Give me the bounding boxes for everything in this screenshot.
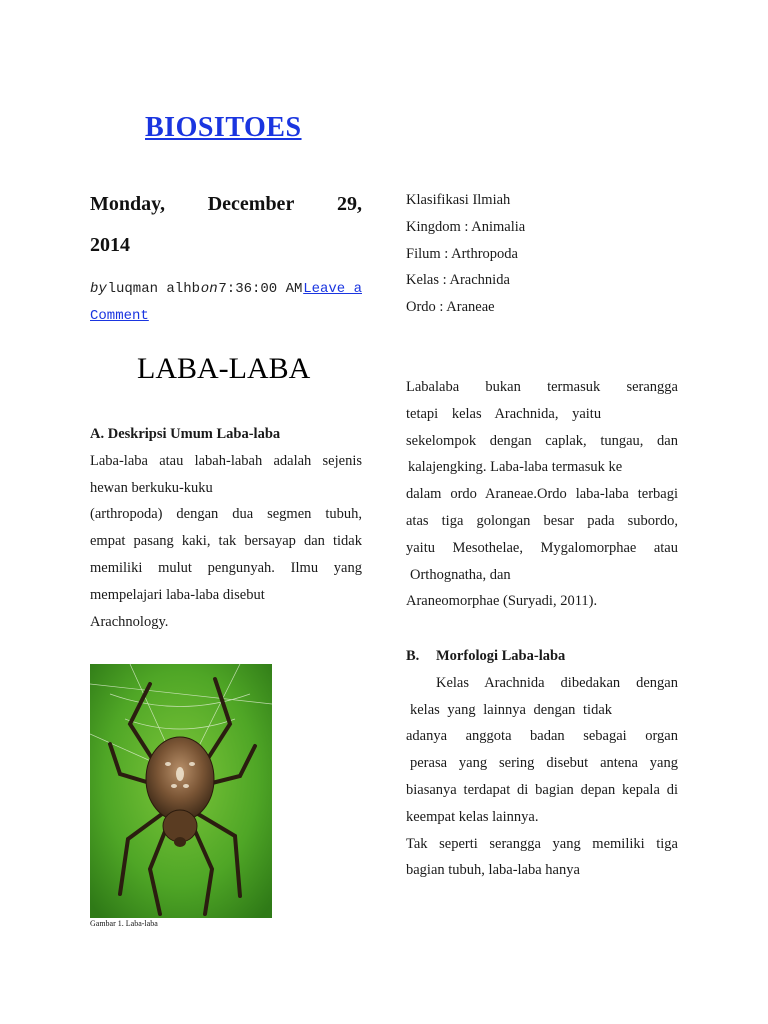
date-weekday: Monday,: [90, 193, 166, 215]
section-a-line: hewan berkuku-kuku: [90, 479, 213, 496]
date-day: 29,: [337, 193, 362, 215]
section-b-heading: [406, 643, 678, 670]
spider-photo: [90, 664, 272, 918]
section-b-title: Morfologi Laba-laba: [436, 648, 566, 664]
author-name[interactable]: luqman alhb: [107, 281, 201, 297]
section-b-line: bagian tubuh, laba-laba hanya: [406, 862, 580, 879]
section-a-line: memiliki mulut pengunyah. Ilmu yang: [90, 559, 362, 576]
post-meta-row: [90, 276, 362, 303]
description-line: Labalaba bukan termasuk serangga: [406, 379, 678, 395]
description-line: dalam ordo Araneae.Ordo laba-laba terbagi: [406, 486, 678, 503]
section-a-heading: A. Deskripsi Umum Laba-laba: [90, 426, 281, 442]
leave-comment-link-part1[interactable]: Leave a: [303, 281, 362, 297]
section-a-line: empat pasang kaki, tak bersayap dan tidak: [90, 533, 362, 550]
description-line: Araneomorphae (Suryadi, 2011).: [406, 593, 598, 610]
description-line: yaitu Mesothelae, Mygalomorphae atau: [406, 539, 678, 556]
classification-line: Kingdom : Animalia: [406, 218, 526, 235]
section-b: [406, 643, 678, 884]
classification-line: Kelas : Arachnida: [406, 272, 510, 289]
section-a: [90, 421, 362, 635]
post-meta: [90, 276, 362, 330]
date-month: December: [207, 193, 295, 215]
section-b-line: perasa yang sering disebut antena yang: [410, 755, 678, 772]
blog-title-link[interactable]: BIOSITOES: [145, 112, 302, 143]
post-time[interactable]: 7:36:00 AM: [218, 281, 303, 297]
on-label: on: [200, 281, 218, 297]
section-b-line: biasanya terdapat di bagian depan kepala di: [406, 781, 678, 798]
description-line: kalajengking. Laba-laba termasuk ke: [408, 459, 623, 476]
description-line: tetapi kelas Arachnida, yaitu: [406, 405, 602, 422]
section-b-line: keempat kelas lainnya.: [406, 808, 539, 825]
section-b-line: Kelas Arachnida dibedakan dengan: [436, 674, 678, 691]
description-paragraph: [406, 374, 678, 615]
section-b-line: Tak seperti serangga yang memiliki tiga: [406, 835, 678, 852]
description-line: sekelompok dengan caplak, tungau, dan: [406, 432, 678, 449]
by-label: by: [90, 281, 107, 297]
section-b-line: adanya anggota badan sebagai organ: [406, 728, 678, 745]
figure-caption: Gambar 1. Laba-laba: [90, 919, 158, 928]
description-line: Orthognatha, dan: [410, 566, 511, 583]
section-b-letter: B.: [406, 648, 420, 664]
section-a-line: Arachnology.: [90, 613, 169, 630]
post-date: [90, 184, 362, 266]
classification-list: [406, 187, 678, 321]
section-b-line: kelas yang lainnya dengan tidak: [410, 701, 613, 718]
section-a-line: mempelajari laba-laba disebut: [90, 586, 265, 603]
date-year: 2014: [90, 234, 130, 256]
section-a-line: Laba-laba atau labah-labah adalah sejenis: [90, 452, 362, 469]
classification-line: Filum : Arthropoda: [406, 245, 518, 262]
post-date-line1: [90, 184, 362, 225]
section-a-line: (arthropoda) dengan dua segmen tubuh,: [90, 506, 362, 523]
description-line: atas tiga golongan besar pada subordo,: [406, 512, 678, 529]
classification-line: Ordo : Araneae: [406, 299, 495, 316]
classification-line: Klasifikasi Ilmiah: [406, 192, 511, 208]
article-title: LABA-LABA: [137, 352, 311, 385]
spider-illustration: [90, 664, 272, 918]
leave-comment-link-part2[interactable]: Comment: [90, 308, 149, 324]
